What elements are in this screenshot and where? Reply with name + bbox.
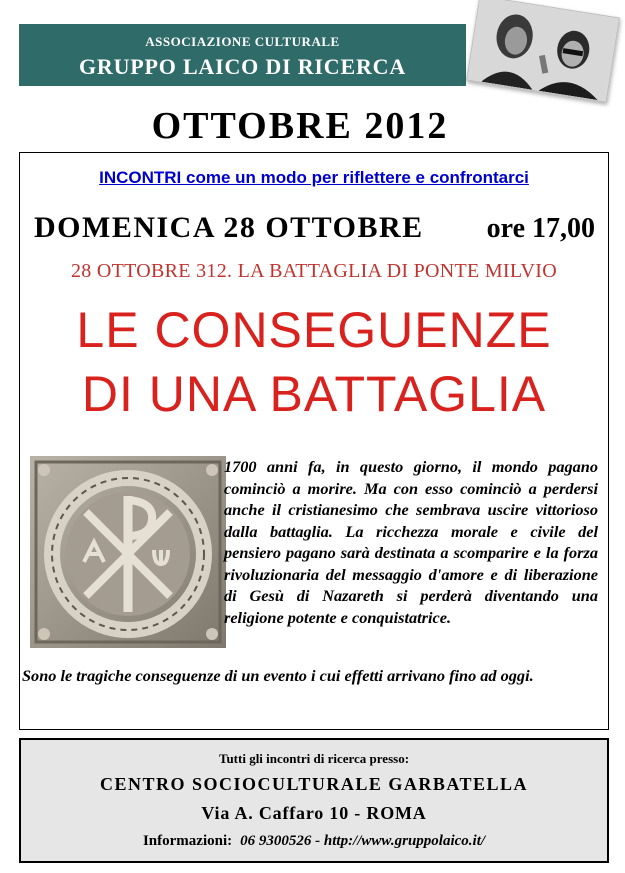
header-banner [19, 24, 466, 86]
event-title-line-1: LE CONSEGUENZE [76, 302, 552, 358]
event-date: DOMENICA 28 OTTOBRE [34, 211, 424, 244]
venue-footer [19, 738, 609, 863]
association-label: ASSOCIAZIONE CULTURALE [145, 34, 340, 49]
event-subtitle: 28 OTTOBRE 312. LA BATTAGLIA DI PONTE MILVIO [70, 260, 558, 282]
chi-rho-relief-image [30, 456, 226, 648]
event-time: ore 17,00 [486, 213, 595, 244]
venue-address: Via A. Caffaro 10 - ROMA [201, 803, 427, 823]
tagline-link[interactable]: INCONTRI come un modo per riflettere e confrontarci [99, 168, 529, 187]
venue-name: CENTRO SOCIOCULTURALE GARBATELLA [99, 774, 529, 794]
body-text-part-2: Sono le tragiche conseguenze di un evento i cui effetti arrivano fino ad oggi. [22, 666, 534, 685]
contact-info [21, 833, 607, 850]
event-box [19, 152, 609, 730]
body-text-part-1: 1700 anni fa, in questo giorno, il mondo pagano cominciò a morire. Ma con esso cominciò a perdersi anche il cristianesimo che sembrava uscire vittorioso dalla battaglia. La ricchezza morale e civile del pensiero pagano sarà destinata a scomparire e la forza rivoluzionaria del messaggio d'amore e di liberazione di Gesù di Nazareth si perderà diventando una religione potente e conquistatrice. [224, 457, 598, 627]
info-label: Informazioni: [142, 833, 233, 849]
footer-intro: Tutti gli incontri di ricerca presso: [218, 751, 410, 766]
event-title-line-2: DI UNA BATTAGLIA [81, 366, 547, 422]
info-phone-website[interactable]: 06 9300526 - http://www.gruppolaico.it/ [240, 833, 486, 849]
organization-name: GRUPPO LAICO DI RICERCA [78, 54, 407, 79]
month-title: OTTOBRE 2012 [151, 105, 449, 147]
header-photo [466, 0, 620, 103]
